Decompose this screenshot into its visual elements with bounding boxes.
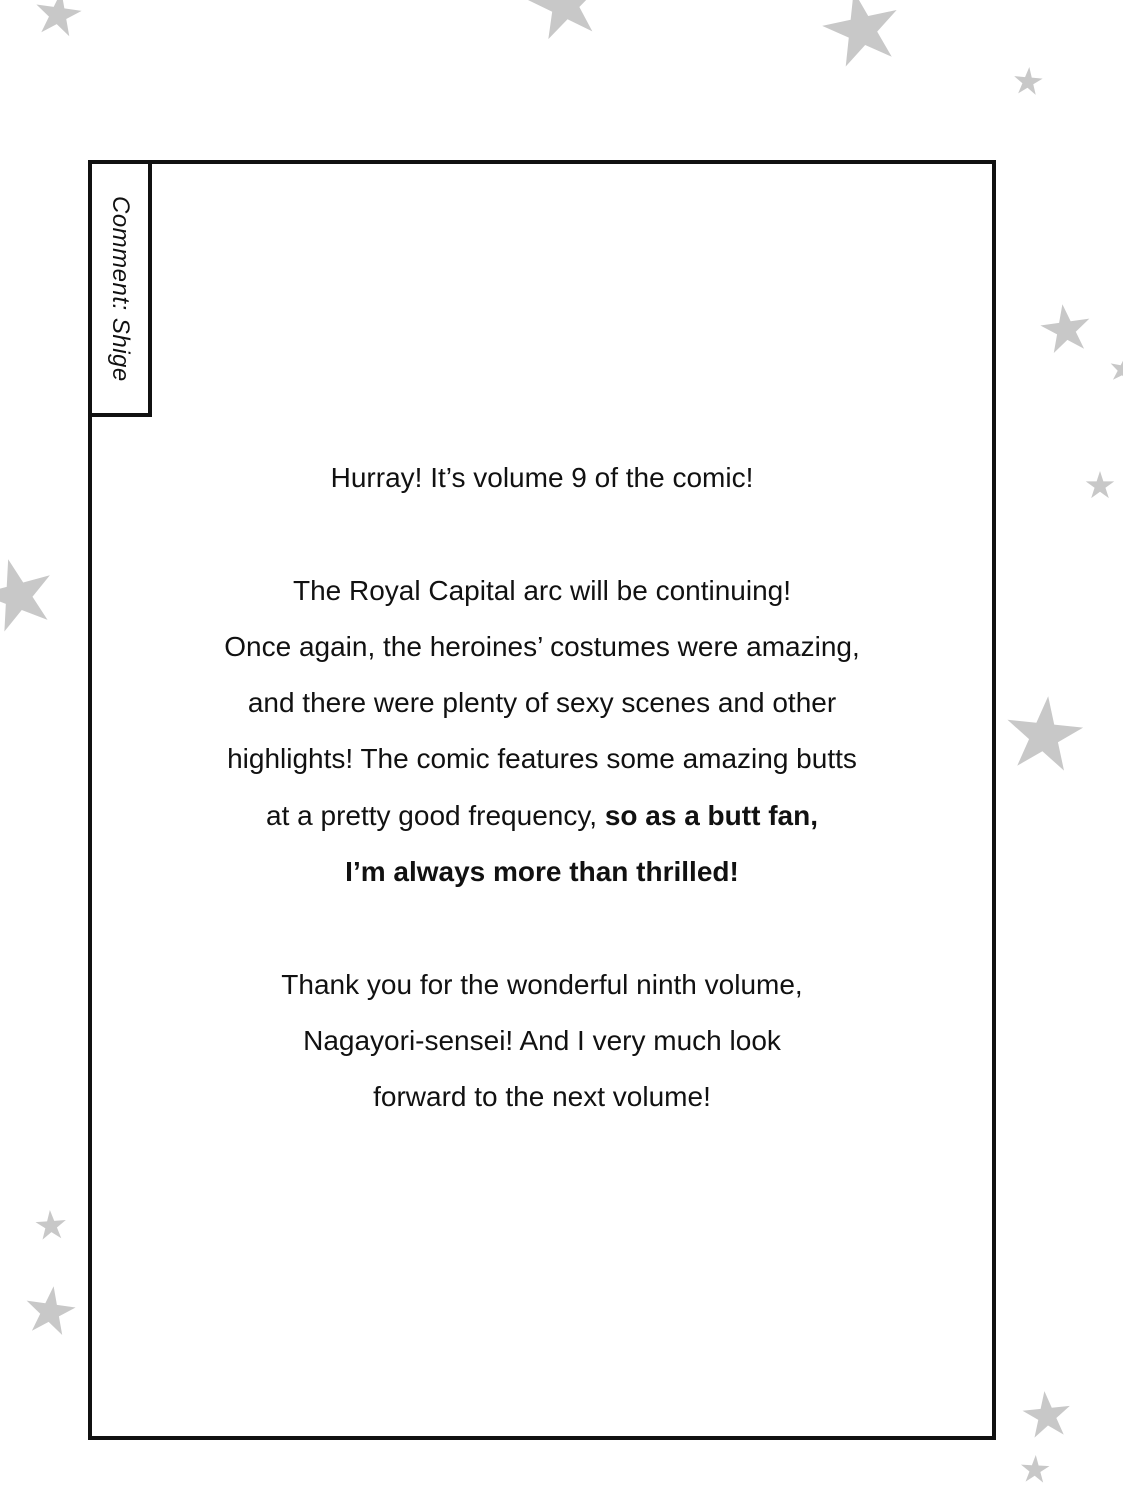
star-icon [35,1209,67,1240]
star-icon [1020,1454,1050,1483]
comment-line: Nagayori-sensei! And I very much look [303,1024,781,1056]
star-icon [33,0,84,37]
paragraph-gap [92,506,992,562]
comment-line [92,788,992,844]
comment-text [92,450,992,1126]
comment-line: and there were plenty of sexy scenes and other [247,687,837,719]
star-icon [1086,471,1115,498]
comment-line: Hurray! It’s volume 9 of the comic! [330,462,754,493]
comment-line: The Royal Capital arc will be continuing! [292,574,792,606]
star-icon [1013,66,1044,96]
comment-line: forward to the next volume! [373,1081,711,1113]
comment-line: Thank you for the wonderful ninth volume, [281,968,803,1000]
star-icon [1038,301,1094,354]
star-icon [523,0,606,42]
star-icon [816,0,905,70]
comment-line-regular-part: at a pretty good frequency, [266,799,605,831]
author-tag-label: Comment: Shige [107,195,134,382]
star-icon [1108,354,1123,384]
star-icon [1021,1389,1073,1439]
star-icon [1003,692,1086,772]
comment-line-bold-part: so as a butt fan, [604,799,818,831]
star-icon [0,550,61,635]
paragraph-gap [92,900,992,956]
star-icon [23,1283,79,1336]
comment-panel [88,160,996,1440]
comment-line: Once again, the heroines’ costumes were amazing, [224,630,860,662]
comment-line: highlights! The comic features some amazing butts [227,743,857,775]
author-tag [92,164,152,417]
comment-line-bold: I’m always more than thrilled! [345,856,739,888]
